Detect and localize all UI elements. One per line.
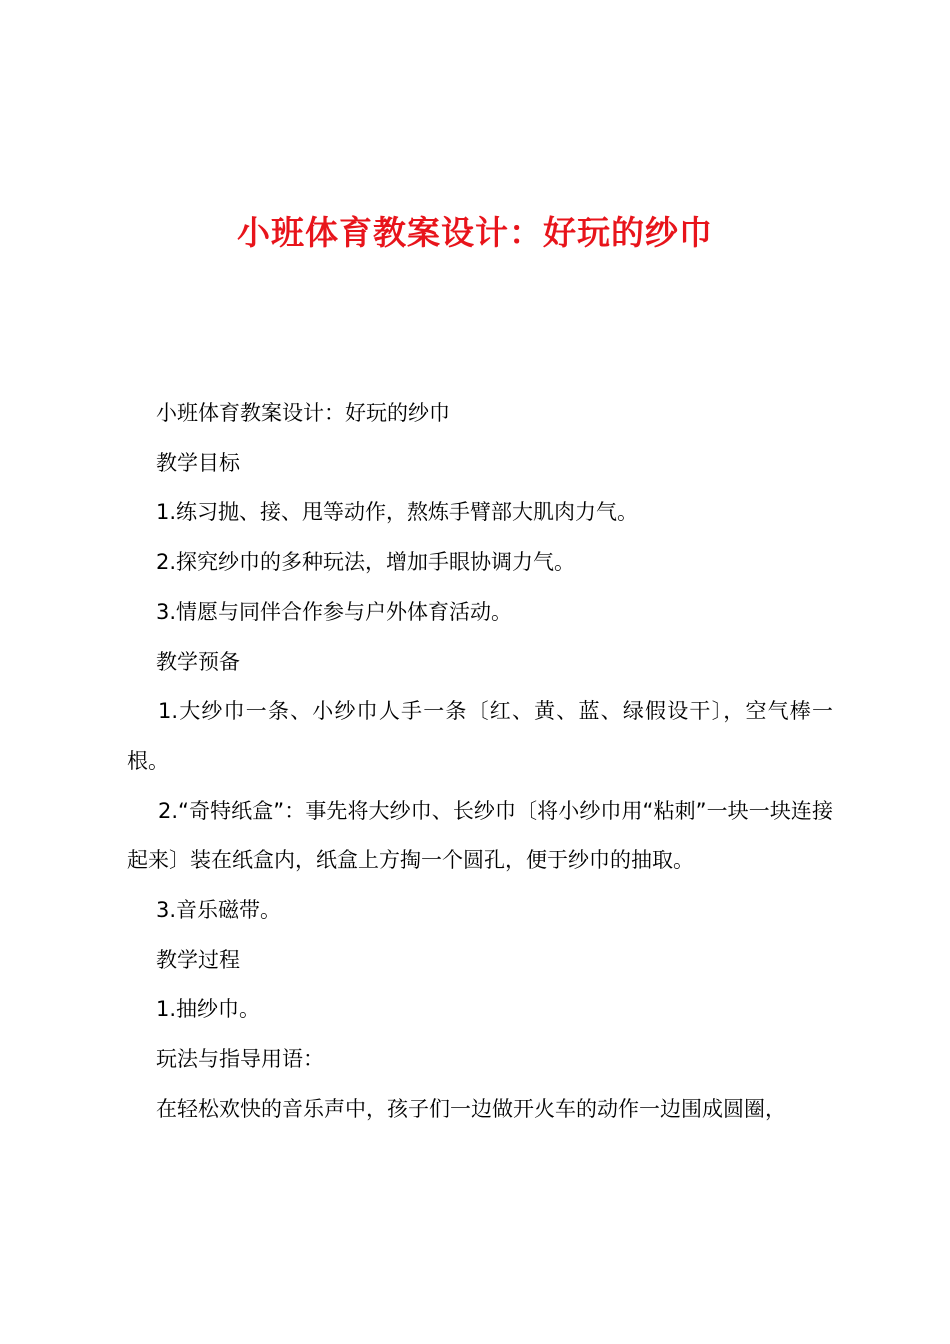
process-item-1: 1.抽纱巾。 <box>156 997 261 1022</box>
paragraph-subtitle: 小班体育教案设计：好玩的纱巾 <box>156 401 450 425</box>
goal-item-3: 3.情愿与同伴合作参与户外体育活动。 <box>156 599 513 624</box>
heading-teaching-process: 教学过程 <box>156 947 240 972</box>
goal-item-1: 1.练习抛、接、甩等动作，熬炼手臂部大肌肉力气。 <box>156 500 639 525</box>
heading-teaching-goals: 教学目标 <box>156 450 240 475</box>
heading-teaching-preparation: 教学预备 <box>156 649 240 674</box>
document-body <box>127 389 833 1135</box>
document-title: 小班体育教案设计：好玩的纱巾 <box>237 213 713 252</box>
preparation-item-1: 1.大纱巾一条、小纱巾人手一条〔红、黄、蓝、绿假设干〕，空气棒一根。 <box>127 699 833 773</box>
play-method-text: 在轻松欢快的音乐声中，孩子们一边做开火车的动作一边围成圆圈， <box>156 1096 786 1121</box>
preparation-item-2: 2.“奇特纸盒”：事先将大纱巾、长纱巾〔将小纱巾用“粘刺”一块一块连接起来〕装在纸盒内，纸盒上方掏一个圆孔，便于纱巾的抽取。 <box>127 798 833 873</box>
play-method-heading: 玩法与指导用语： <box>156 1047 324 1072</box>
preparation-item-3: 3.音乐磁带。 <box>156 898 282 923</box>
goal-item-2: 2.探究纱巾的多种玩法，增加手眼协调力气。 <box>156 550 576 575</box>
